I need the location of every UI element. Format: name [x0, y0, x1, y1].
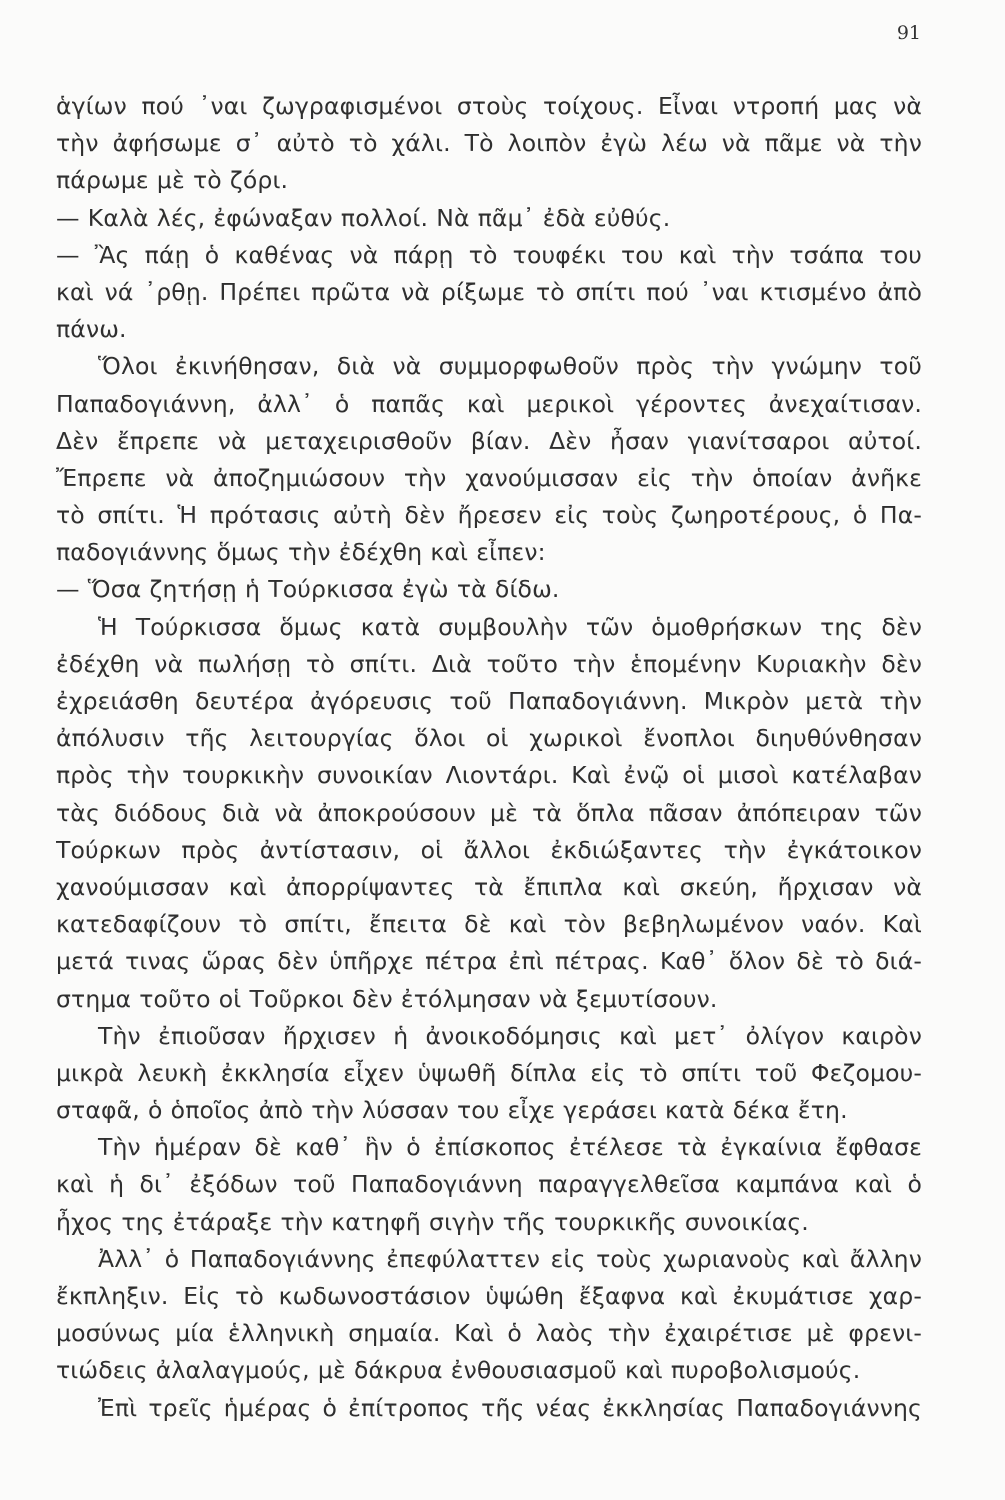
text-line: στημα τοῦτο οἱ Τοῦρκοι δὲν ἐτόλμησαν νὰ ξεμυτίσουν. — [56, 984, 718, 1013]
text-line: πάρωμε μὲ τὸ ζόρι. — [56, 166, 289, 195]
paragraph-start: Ὅλοι ἐκινήθησαν, διὰ νὰ συμμορφωθοῦν πρὸς τὴν γνώμην τοῦ — [98, 352, 922, 381]
text-line: μικρὰ λευκὴ ἐκκλησία εἶχεν ὑψωθῆ δίπλα εἰς τὸ σπίτι τοῦ Φεζομου- — [56, 1058, 922, 1087]
paragraph-start: Τὴν ἡμέραν δὲ καθ᾿ ἣν ὁ ἐπίσκοπος ἐτέλεσε τὰ ἐγκαίνια ἔφθασε — [98, 1133, 922, 1162]
text-line: μοσύνως μία ἑλληνικὴ σημαία. Καὶ ὁ λαὸς τὴν ἐχαιρέτισε μὲ φρενι- — [56, 1319, 922, 1348]
paragraph-start: Τὴν ἐπιοῦσαν ἤρχισεν ἡ ἀνοικοδόμησις καὶ μετ᾿ ὀλίγον καιρὸν — [98, 1021, 922, 1050]
body-text — [56, 88, 922, 1427]
text-line: χανούμισσαν καὶ ἀπορρίψαντες τὰ ἔπιπλα καὶ σκεύη, ἤρχισαν νὰ — [56, 872, 922, 901]
text-line: ἦχος της ἐτάραξε τὴν κατηφῆ σιγὴν τῆς τουρκικῆς συνοικίας. — [56, 1207, 809, 1236]
paragraph-start: Ἐπὶ τρεῖς ἡμέρας ὁ ἐπίτροπος τῆς νέας ἐκκλησίας Παπαδογιάννης — [98, 1393, 922, 1422]
text-line: ἔκπληξιν. Εἰς τὸ κωδωνοστάσιον ὑψώθη ἔξαφνα καὶ ἐκυμάτισε χαρ- — [56, 1282, 922, 1310]
paragraph-start: Ἡ Τούρκισσα ὅμως κατὰ συμβουλὴν τῶν ὁμοθρήσκων της δὲν — [98, 612, 922, 641]
dialogue-line: — Ἂς πάῃ ὁ καθένας νὰ πάρῃ τὸ τουφέκι του καὶ τὴν τσάπα του — [56, 240, 922, 269]
page-number: 91 — [896, 22, 921, 44]
paragraph-start: Ἀλλ᾿ ὁ Παπαδογιάννης ἐπεφύλαττεν εἰς τοὺς χωριανοὺς καὶ ἄλλην — [98, 1244, 922, 1273]
text-line: πάνω. — [56, 315, 127, 344]
text-line: καὶ ἡ δι᾿ ἐξόδων τοῦ Παπαδογιάννη παραγγελθεῖσα καμπάνα καὶ ὁ — [56, 1170, 922, 1199]
text-line: τὰς διόδους διὰ νὰ ἀποκρούσουν μὲ τὰ ὅπλα πᾶσαν ἀπόπειραν τῶν — [56, 798, 922, 827]
text-line: ἁγίων πού ᾿ναι ζωγραφισμένοι στοὺς τοίχους. Εἶναι ντροπή μας νὰ — [56, 92, 922, 120]
text-line: σταφᾶ, ὁ ὁποῖος ἀπὸ τὴν λύσσαν του εἶχε γεράσει κατὰ δέκα ἔτη. — [56, 1096, 848, 1125]
text-line: τὴν ἀφήσωμε σ᾿ αὐτὸ τὸ χάλι. Τὸ λοιπὸν ἐγὼ λέω νὰ πᾶμε νὰ τὴν — [56, 129, 922, 158]
text-line: τιώδεις ἀλαλαγμούς, μὲ δάκρυα ἐνθουσιασμοῦ καὶ πυροβολισμούς. — [56, 1356, 861, 1385]
text-line: ἐχρειάσθη δευτέρα ἀγόρευσις τοῦ Παπαδογιάννη. Μικρὸν μετὰ τὴν — [56, 687, 922, 715]
text-line: κατεδαφίζουν τὸ σπίτι, ἔπειτα δὲ καὶ τὸν βεβηλωμένον ναόν. Καὶ — [56, 910, 922, 939]
text-line: παδογιάννης ὅμως τὴν ἐδέχθη καὶ εἶπεν: — [56, 538, 546, 567]
text-line: Παπαδογιάννη, ἀλλ᾿ ὁ παπᾶς καὶ μερικοὶ γέροντες ἀνεχαίτισαν. — [56, 389, 922, 418]
dialogue-line: — Καλὰ λές, ἐφώναξαν πολλοί. Νὰ πᾶμ᾿ ἐδὰ εὐθύς. — [56, 203, 671, 232]
text-line: Δὲν ἔπρεπε νὰ μεταχειρισθοῦν βίαν. Δὲν ἦσαν γιανίτσαροι αὐτοί. — [56, 426, 922, 455]
dialogue-line: — Ὅσα ζητήσῃ ἡ Τούρκισσα ἐγὼ τὰ δίδω. — [56, 575, 560, 604]
text-line: ἀπόλυσιν τῆς λειτουργίας ὅλοι οἱ χωρικοὶ ἔνοπλοι διηυθύνθησαν — [56, 724, 922, 753]
text-line: Ἔπρεπε νὰ ἀποζημιώσουν τὴν χανούμισσαν εἰς τὴν ὁποίαν ἀνῆκε — [56, 463, 922, 492]
text-line: πρὸς τὴν τουρκικὴν συνοικίαν Λιοντάρι. Καὶ ἐνῷ οἱ μισοὶ κατέλαβαν — [56, 761, 922, 790]
text-line: Τούρκων πρὸς ἀντίστασιν, οἱ ἄλλοι ἐκδιώξαντες τὴν ἐγκάτοικον — [56, 835, 922, 864]
text-line: μετά τινας ὥρας δὲν ὑπῆρχε πέτρα ἐπὶ πέτρας. Καθ᾿ ὅλον δὲ τὸ διά- — [56, 947, 922, 976]
text-line: τὸ σπίτι. Ἡ πρότασις αὐτὴ δὲν ἤρεσεν εἰς τοὺς ζωηροτέρους, ὁ Πα- — [56, 501, 922, 530]
text-line: ἐδέχθη νὰ πωλήσῃ τὸ σπίτι. Διὰ τοῦτο τὴν ἑπομένην Κυριακὴν δὲν — [56, 649, 922, 678]
text-line: καὶ νά ᾿ρθῃ. Πρέπει πρῶτα νὰ ρίξωμε τὸ σπίτι πού ᾿ναι κτισμένο ἀπὸ — [56, 277, 922, 306]
